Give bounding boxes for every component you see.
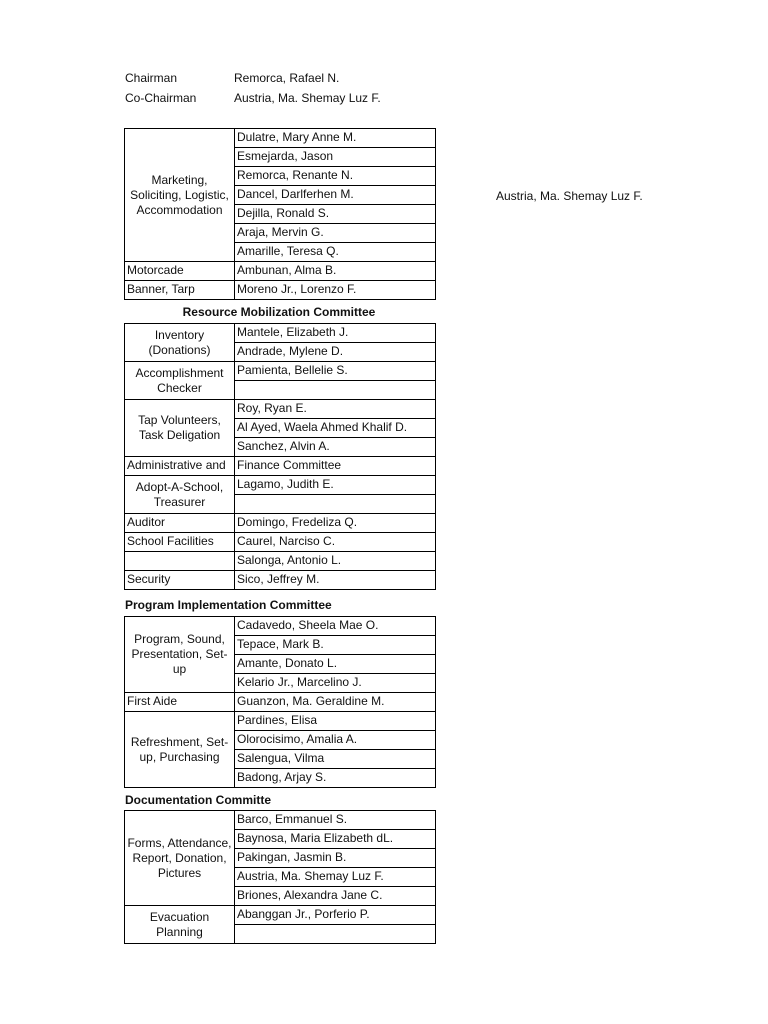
member-name-cell: [235, 381, 436, 400]
member-name-cell: Sanchez, Alvin A.: [235, 438, 436, 457]
cochairman-name: Austria, Ma. Shemay Luz F.: [234, 91, 381, 105]
role-cell: Refreshment, Set-up, Purchasing: [125, 712, 235, 788]
member-name-cell: [235, 495, 436, 514]
table-row: [125, 906, 436, 925]
table-row: [125, 693, 436, 712]
table-row: [125, 362, 436, 381]
role-cell: Security: [125, 571, 235, 590]
table-program-implementation: [124, 616, 436, 788]
role-cell: School Facilities: [125, 533, 235, 552]
member-name-cell: Dulatre, Mary Anne M.: [235, 129, 436, 148]
role-cell: Evacuation Planning: [125, 906, 235, 944]
member-name-cell: Moreno Jr., Lorenzo F.: [235, 281, 436, 300]
table-row: [125, 712, 436, 731]
member-name-cell: Amante, Donato L.: [235, 655, 436, 674]
program-implementation-title: Program Implementation Committee: [125, 598, 332, 612]
role-cell: Inventory (Donations): [125, 324, 235, 362]
member-name-cell: Baynosa, Maria Elizabeth dL.: [235, 830, 436, 849]
member-name-cell: Domingo, Fredeliza Q.: [235, 514, 436, 533]
documentation-title: Documentation Committe: [125, 793, 272, 807]
resource-mobilization-title: Resource Mobilization Committee: [182, 305, 376, 319]
role-cell: Motorcade: [125, 262, 235, 281]
member-name-cell: Remorca, Renante N.: [235, 167, 436, 186]
member-name-cell: Abanggan Jr., Porferio P.: [235, 906, 436, 925]
role-cell: [125, 552, 235, 571]
member-name-cell: Finance Committee: [235, 457, 436, 476]
role-cell: Program, Sound, Presentation, Set-up: [125, 617, 235, 693]
cochairman-label: Co-Chairman: [125, 91, 197, 105]
table-marketing-committee: [124, 128, 436, 300]
role-cell: Forms, Attendance, Report, Donation, Pictures: [125, 811, 235, 906]
member-name-cell: Pardines, Elisa: [235, 712, 436, 731]
role-cell: First Aide: [125, 693, 235, 712]
member-name-cell: Mantele, Elizabeth J.: [235, 324, 436, 343]
member-name-cell: Pamienta, Bellelie S.: [235, 362, 436, 381]
member-name-cell: Olorocisimo, Amalia A.: [235, 731, 436, 750]
role-cell: Administrative and: [125, 457, 235, 476]
member-name-cell: Amarille, Teresa Q.: [235, 243, 436, 262]
table-row: [125, 533, 436, 552]
role-cell: Adopt-A-School, Treasurer: [125, 476, 235, 514]
table-row: [125, 811, 436, 830]
table-documentation: [124, 810, 436, 944]
member-name-cell: Salonga, Antonio L.: [235, 552, 436, 571]
member-name-cell: Badong, Arjay S.: [235, 769, 436, 788]
chairman-label: Chairman: [125, 71, 178, 85]
side-note-name: Austria, Ma. Shemay Luz F.: [496, 189, 643, 203]
member-name-cell: Araja, Mervin G.: [235, 224, 436, 243]
member-name-cell: Austria, Ma. Shemay Luz F.: [235, 868, 436, 887]
role-cell: Banner, Tarp: [125, 281, 235, 300]
table-row: [125, 617, 436, 636]
member-name-cell: Kelario Jr., Marcelino J.: [235, 674, 436, 693]
member-name-cell: Sico, Jeffrey M.: [235, 571, 436, 590]
table-row: [125, 457, 436, 476]
member-name-cell: Tepace, Mark B.: [235, 636, 436, 655]
member-name-cell: [235, 925, 436, 944]
table-row: [125, 571, 436, 590]
table-row: [125, 476, 436, 495]
table-resource-mobilization: [124, 323, 436, 590]
member-name-cell: Al Ayed, Waela Ahmed Khalif D.: [235, 419, 436, 438]
member-name-cell: Pakingan, Jasmin B.: [235, 849, 436, 868]
table-row: [125, 281, 436, 300]
role-cell: Auditor: [125, 514, 235, 533]
member-name-cell: Dancel, Darlferhen M.: [235, 186, 436, 205]
member-name-cell: Lagamo, Judith E.: [235, 476, 436, 495]
member-name-cell: Briones, Alexandra Jane C.: [235, 887, 436, 906]
member-name-cell: Salengua, Vilma: [235, 750, 436, 769]
table-row: [125, 324, 436, 343]
table-row: [125, 262, 436, 281]
table-row: [125, 552, 436, 571]
member-name-cell: Esmejarda, Jason: [235, 148, 436, 167]
role-cell: Tap Volunteers, Task Deligation: [125, 400, 235, 457]
member-name-cell: Roy, Ryan E.: [235, 400, 436, 419]
table-row: [125, 514, 436, 533]
table-row: [125, 129, 436, 148]
member-name-cell: Ambunan, Alma B.: [235, 262, 436, 281]
member-name-cell: Andrade, Mylene D.: [235, 343, 436, 362]
member-name-cell: Dejilla, Ronald S.: [235, 205, 436, 224]
chairman-name: Remorca, Rafael N.: [234, 71, 340, 85]
role-cell: Accomplishment Checker: [125, 362, 235, 400]
member-name-cell: Cadavedo, Sheela Mae O.: [235, 617, 436, 636]
member-name-cell: Caurel, Narciso C.: [235, 533, 436, 552]
table-row: [125, 400, 436, 419]
role-cell: Marketing, Soliciting, Logistic, Accommodation: [125, 129, 235, 262]
member-name-cell: Guanzon, Ma. Geraldine M.: [235, 693, 436, 712]
member-name-cell: Barco, Emmanuel S.: [235, 811, 436, 830]
